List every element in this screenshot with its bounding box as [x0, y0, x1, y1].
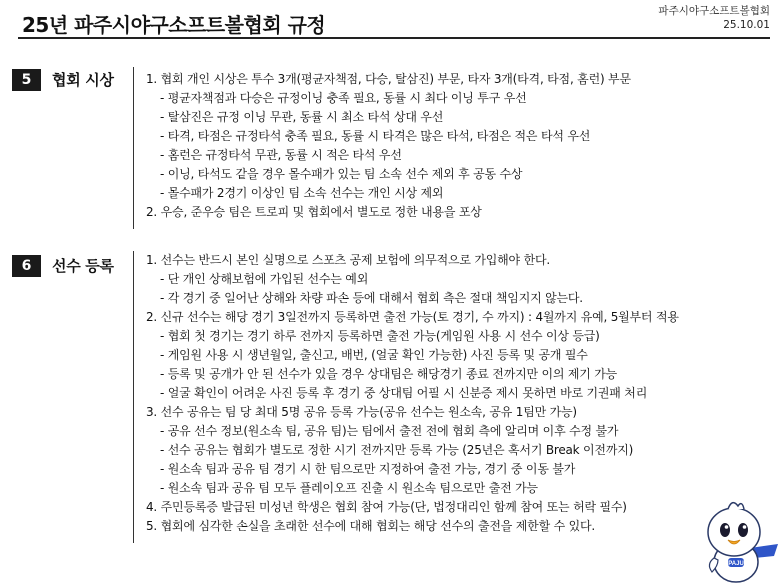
- list-subitem: - 원소속 팀과 공유 팀 모두 플레이오프 진출 시 원소속 팀으로만 출전 가능: [160, 481, 538, 495]
- section-number: 5: [12, 69, 41, 91]
- list-subitem: - 홈런은 규정타석 무관, 동률 시 적은 타석 우선: [160, 148, 402, 162]
- list-subitem: - 타격, 타점은 규정타석 충족 필요, 동률 시 타격은 많은 타석, 타점은 적은 타석 우선: [160, 129, 591, 143]
- list-item: 3. 선수 공유는 팀 당 최대 5명 공유 등록 가능(공유 선수는 원소속, 공유 1팀만 가능): [146, 405, 577, 419]
- section-content: [146, 251, 679, 536]
- header-meta: [658, 4, 770, 32]
- section-divider: [133, 67, 134, 229]
- list-item: 5. 협회에 심각한 손실을 초래한 선수에 대해 협회는 해당 선수의 출전을 제한할 수 있다.: [146, 519, 595, 533]
- crest-shape: [728, 503, 744, 509]
- list-subitem: - 협회 첫 경기는 경기 하루 전까지 등록하면 출전 가능(게임원 사용 시 선수 이상 등급): [160, 329, 600, 343]
- list-subitem: - 단 개인 상해보험에 가입된 선수는 예외: [160, 272, 369, 286]
- list-subitem: - 평균자책점과 다승은 규정이닝 충족 필요, 동률 시 최다 이닝 투구 우선: [160, 91, 527, 105]
- list-subitem: - 얼굴 확인이 어려운 사진 등록 후 경기 중 상대팀 어필 시 신분증 제시 못하면 바로 기권패 처리: [160, 386, 648, 400]
- badge-text: PAJU: [728, 561, 744, 567]
- list-item: 1. 협회 개인 시상은 투수 3개(평균자책점, 다승, 탈삼진) 부문, 타자 3개(타격, 타점, 홈런) 부문: [146, 72, 631, 86]
- list-subitem: - 이닝, 타석도 같을 경우 몰수패가 있는 팀 소속 선수 제외 후 공동 수상: [160, 167, 523, 181]
- left-eye-glint: [725, 525, 729, 529]
- title-divider: [18, 37, 770, 39]
- org-name: 파주시야구소프트볼협회: [658, 5, 770, 17]
- list-subitem: - 게임원 사용 시 생년월일, 출신고, 배번, (얼굴 확인 가능한) 사진 등록 및 공개 필수: [160, 348, 588, 362]
- right-eye-glint: [743, 525, 747, 529]
- section-number: 6: [12, 255, 41, 277]
- list-item: 4. 주민등록증 발급된 미성년 학생은 협회 참여 가능(단, 법정대리인 함께 참여 또는 허락 필수): [146, 500, 627, 514]
- list-item: 2. 우승, 준우승 팀은 트로피 및 협회에서 별도로 정한 내용을 포상: [146, 205, 482, 219]
- list-subitem: - 몰수패가 2경기 이상인 팀 소속 선수는 개인 시상 제외: [160, 186, 444, 200]
- list-subitem: - 각 경기 중 일어난 상해와 차량 파손 등에 대해서 협회 측은 절대 책임지지 않는다.: [160, 291, 583, 305]
- doc-date: 25.10.01: [723, 19, 770, 31]
- list-item: 2. 신규 선수는 해당 경기 3일전까지 등록하면 출전 가능(토 경기, 수 까지) : 4월까지 유예, 5월부터 적용: [146, 310, 679, 324]
- page-title: 25년 파주시야구소프트볼협회 규정: [22, 13, 326, 37]
- section-title: 선수 등록: [52, 257, 114, 275]
- section-title: 협회 시상: [52, 71, 114, 89]
- list-subitem: - 원소속 팀과 공유 팀 경기 시 한 팀으로만 지정하여 출전 가능, 경기 중 이동 불가: [160, 462, 576, 476]
- list-subitem: - 공유 선수 정보(원소속 팀, 공유 팀)는 팀에서 출전 전에 협회 측에 알리며 이후 수정 불가: [160, 424, 619, 438]
- right-eye: [738, 523, 748, 537]
- list-subitem: - 선수 공유는 협회가 별도로 정한 시기 전까지만 등록 가능 (25년은 혹서기 Break 이전까지): [160, 443, 634, 457]
- list-subitem: - 등록 및 공개가 안 된 선수가 있을 경우 상대팀은 해당경기 종료 전까지만 이의 제기 가능: [160, 367, 618, 381]
- bird-mascot-icon: [692, 496, 780, 584]
- section-divider: [133, 251, 134, 543]
- left-eye: [720, 523, 730, 537]
- head-shape: [708, 508, 760, 556]
- list-item: 1. 선수는 반드시 본인 실명으로 스포츠 공제 보험에 의무적으로 가입해야 한다.: [146, 253, 550, 267]
- list-subitem: - 탈삼진은 규정 이닝 무관, 동률 시 최소 타석 상대 우선: [160, 110, 444, 124]
- section-content: [146, 70, 631, 222]
